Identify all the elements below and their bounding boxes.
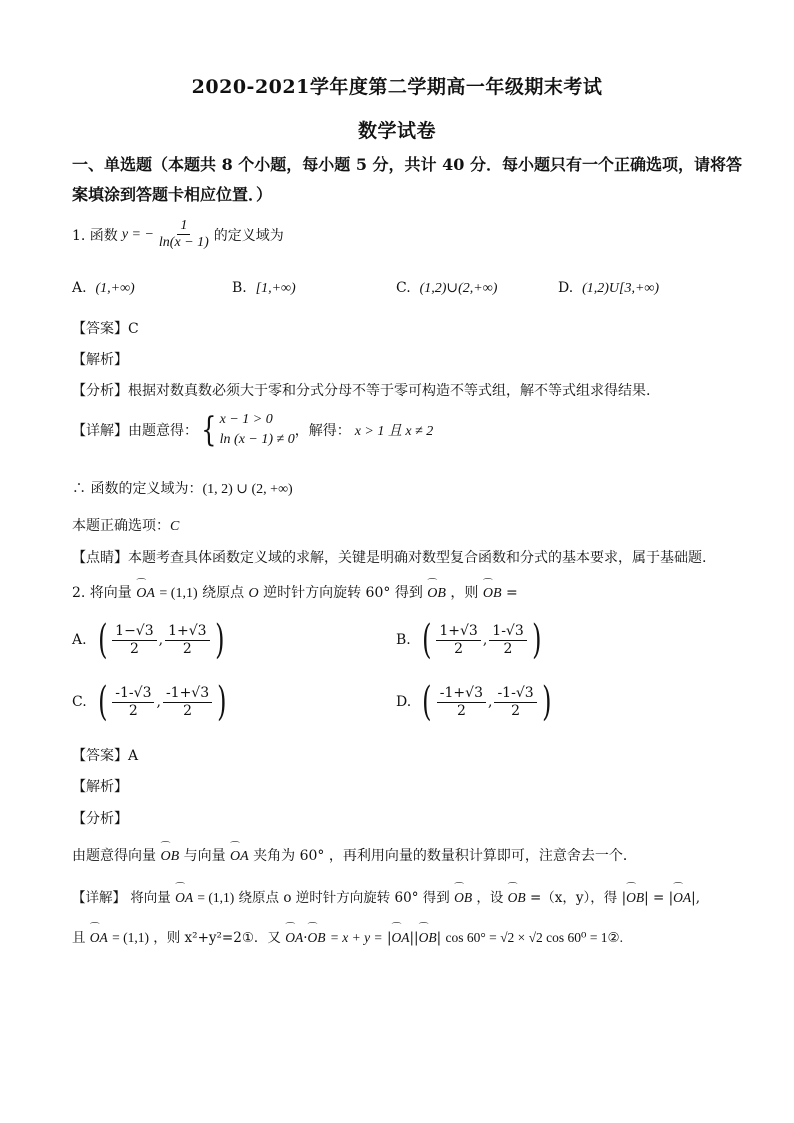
q2-d1-d: ，设: [476, 890, 504, 906]
q1-domain: (1, 2) ∪ (2, +∞): [202, 482, 293, 497]
q2-d-lparen: (: [422, 679, 432, 725]
q2-option-c[interactable]: C. ( $\frac{-1-√3}{2}$ , $\frac{-1+√3}{2}$ ): [72, 679, 227, 725]
q2-option-d-label: D.: [396, 694, 412, 710]
q2-c-frac1: [112, 685, 154, 718]
q2-d1-oa2: ⌒ OA: [673, 890, 691, 906]
q2-a-d1: 2: [129, 640, 139, 657]
q2-b-n1: 1+√3: [436, 623, 480, 640]
q2-vec-ob: ⌒ OB: [427, 586, 446, 602]
q2-l1-c: 夹角为 60° ，再利用向量的数量积计算即可，注意舍去一个．: [253, 848, 637, 864]
q1-brace: {: [201, 410, 217, 451]
section-heading-line2: 案填涂到答题卡相应位置．）: [72, 185, 273, 204]
q1-suffix: 的定义域为: [213, 227, 284, 244]
q1-correct-prefix: 本题正确选项：: [72, 518, 170, 534]
q1-therefore-text: ∴ 函数的定义域为：: [72, 481, 203, 497]
q1-dianjing-text: 本题考查具体函数定义域的求解，关键是明确对数型复合函数和分式的基本要求，属于基础题.: [128, 550, 707, 566]
q2-a-d2: 2: [182, 640, 192, 657]
q2-d2-oa: ⌒ OA: [90, 930, 108, 946]
q1-option-b[interactable]: [232, 280, 296, 297]
q2-d-n1: -1+√3: [437, 685, 486, 702]
q2-b-d2: 2: [503, 640, 513, 657]
q1-prefix: 1. 函数: [72, 227, 118, 244]
q1-option-d[interactable]: [558, 280, 659, 297]
q1-option-a-value: (1,+∞): [95, 281, 135, 296]
q1-option-a-label: A.: [72, 280, 87, 296]
q2-b-frac2: [489, 623, 526, 656]
q2-answer: [72, 745, 138, 765]
q2-a-frac2: [165, 623, 209, 656]
q2-d1-c: 绕原点 o 逆时针方向旋转 60° 得到: [238, 890, 450, 906]
q2-d1-b: = (1,1): [197, 890, 235, 905]
q2-d1-a: 将向量: [130, 890, 171, 906]
q1-correct-value: C: [170, 519, 180, 534]
q1-option-b-value: [1,+∞): [255, 281, 296, 296]
q2-d-rparen: ): [541, 679, 552, 725]
q1-correct: [72, 515, 179, 535]
q2-a-lparen: (: [97, 617, 108, 663]
q1-answer-value: C: [128, 321, 139, 337]
q2-l1-oa: ⌒ OA: [230, 849, 249, 865]
q2-prefix: 2. 将向量: [72, 585, 132, 601]
q2-d1-ob2: ⌒ OB: [508, 890, 526, 906]
q2-option-b[interactable]: B. ( $\frac{1+√3}{2}$ , $\frac{1-√3}{2}$ ): [396, 617, 542, 663]
q2-a-frac1: [112, 623, 156, 656]
q2-b-frac1: [436, 623, 480, 656]
q2-c-rparen: ): [217, 679, 227, 725]
exam-title: 2020-2021学年度第二学期高一年级期末考试: [191, 76, 603, 98]
q2-d-n2: -1-√3: [494, 685, 536, 702]
q2-mid2: 逆时针方向旋转 60° 得到: [263, 585, 423, 601]
q2-d2-a: 且: [72, 930, 86, 946]
subject-title: 数学试卷: [357, 120, 436, 142]
q1-option-c-label: C.: [396, 280, 411, 296]
q2-d1-abs: |⌒ OB| = |⌒ OA|,: [622, 890, 700, 906]
q1-detail-result: x > 1 且 x ≠ 2: [354, 424, 434, 440]
q2-vec-ob-2: ⌒ OB: [483, 586, 502, 602]
q1-sys-1: x − 1 > 0: [219, 412, 273, 427]
q2-b-n2: 1-√3: [489, 623, 526, 640]
q2-b-rparen: ): [531, 617, 542, 663]
q2-eq: = (1,1): [159, 586, 198, 601]
q2-d1-e: =（x，y），得: [529, 890, 618, 906]
q2-d-d2: 2: [511, 702, 521, 719]
q1-detail: [72, 410, 433, 451]
q2-detail-line2: 且 ⌒ OA = (1,1) ，则 x²+y²=2①．又 ⌒ OA·⌒ OB = x + y = |⌒ OA||⌒ OB| cos 60° = √2 × √2 cos 60⁰ = 1②.: [72, 926, 623, 946]
q2-answer-value: A: [128, 748, 139, 764]
q2-mid: 绕原点: [202, 585, 245, 601]
q1-frac-num: 1: [177, 218, 190, 235]
q2-d2-ob2: ⌒ OB: [419, 930, 437, 946]
q1-lhs: y = −: [121, 226, 154, 242]
q2-analysis-tag: 【解析】: [72, 779, 128, 795]
q1-sys-2: ln (x − 1) ≠ 0: [219, 432, 295, 448]
q2-l1-a: 由题意得向量: [72, 848, 156, 864]
q1-answer-tag: 【答案】: [72, 321, 128, 337]
q1-detail-tag: 【详解】: [72, 423, 128, 440]
q1-detail-prefix: 由题意得：: [128, 423, 198, 440]
q2-option-c-label: C.: [72, 694, 87, 710]
q2-d2-e: cos 60° = √2 × √2 cos 60⁰ = 1②.: [445, 930, 624, 945]
q2-l1-b: 与向量: [183, 848, 226, 864]
q2-b-d1: 2: [454, 640, 464, 657]
q1-frac-den: ln(x − 1): [158, 235, 209, 251]
q2-tail: ，则: [450, 585, 479, 601]
q2-c-frac2: [163, 685, 212, 718]
q2-d1-ob3: ⌒ OB: [626, 890, 644, 906]
q2-fenxi-tag: 【分析】: [72, 811, 128, 827]
q2-option-a[interactable]: A. ( $\frac{1-√3}{2}$ , $\frac{1+√3}{2}$ ): [72, 617, 225, 663]
q1-therefore: [72, 478, 293, 498]
q2-detail-tag: 【详解】: [72, 890, 126, 906]
q2-b-lparen: (: [421, 617, 432, 663]
q1-fenxi-text: 根据对数真数必须大于零和分式分母不等于零可构造不等式组，解不等式组求得结果.: [128, 383, 651, 399]
q2-a-n1: 1−√3: [112, 623, 156, 640]
q2-detail-line1: [72, 886, 700, 906]
q2-option-d[interactable]: D. ( $\frac{-1+√3}{2}$ , $\frac{-1-√3}{2}$ ): [396, 679, 552, 725]
q1-option-a[interactable]: [72, 280, 135, 297]
q1-analysis-tag: 【解析】: [72, 352, 128, 368]
q2-c-d1: 2: [128, 702, 138, 719]
q2-c-n1: -1-√3: [112, 685, 154, 702]
q2-c-n2: -1+√3: [163, 685, 212, 702]
q1-option-b-label: B.: [232, 280, 247, 296]
q2-d2-d: = x + y =: [329, 930, 383, 945]
q2-d-frac1: [437, 685, 486, 718]
q2-option-a-label: A.: [72, 632, 87, 648]
section-heading-line1: 一、单选题（本题共 8 个小题，每小题 5 分，共计 40 分．每小题只有一个正确选项，请将答: [72, 155, 742, 174]
q1-option-d-label: D.: [558, 280, 574, 296]
q2-o: O: [248, 586, 259, 601]
q1-option-c-value: (1,2)∪(2,+∞): [419, 281, 498, 296]
q2-c-d2: 2: [183, 702, 192, 719]
q2-vec-oa: ⌒ OA: [136, 586, 155, 602]
q2-a-rparen: ): [214, 617, 225, 663]
q2-d2-ob: ⌒ OB: [308, 930, 326, 946]
q2-d2-b: = (1,1): [112, 930, 149, 945]
q2-d1-ob: ⌒ OB: [454, 890, 472, 906]
q2-d2-oa3: ⌒ OA: [392, 930, 410, 946]
q2-d2-c: ，则 x²+y²=2①．又: [153, 930, 281, 946]
q2-c-lparen: (: [97, 679, 108, 725]
q2-l1-ob: ⌒ OB: [160, 849, 179, 865]
q2-a-n2: 1+√3: [165, 623, 209, 640]
q1-option-d-value: (1,2)U[3,+∞): [582, 281, 660, 296]
q1-dianjing: [72, 547, 706, 567]
q1-fraction: [156, 218, 212, 251]
q2-d2-abs: |⌒ OA||⌒ OB|: [387, 930, 441, 946]
q2-d2-oa2: ⌒ OA: [285, 930, 303, 946]
q1-fenxi: [72, 380, 650, 400]
q1-option-c[interactable]: [396, 280, 497, 297]
q2-tail-eq: =: [505, 585, 518, 601]
q2-fenxi-line: [72, 845, 637, 865]
q1-answer: [72, 318, 139, 338]
q1-fenxi-tag: 【分析】: [72, 383, 128, 399]
q2-d1-oa: ⌒ OA: [175, 890, 193, 906]
question-2-stem: [72, 582, 518, 602]
q2-option-b-label: B.: [396, 632, 411, 648]
q1-system: [220, 410, 295, 451]
q2-d-frac2: [494, 685, 536, 718]
q1-dianjing-tag: 【点睛】: [72, 550, 128, 566]
q1-detail-mid: ，解得：: [294, 423, 351, 440]
q2-d-d1: 2: [456, 702, 466, 719]
question-1-stem: [72, 218, 284, 251]
q2-answer-tag: 【答案】: [72, 748, 128, 764]
